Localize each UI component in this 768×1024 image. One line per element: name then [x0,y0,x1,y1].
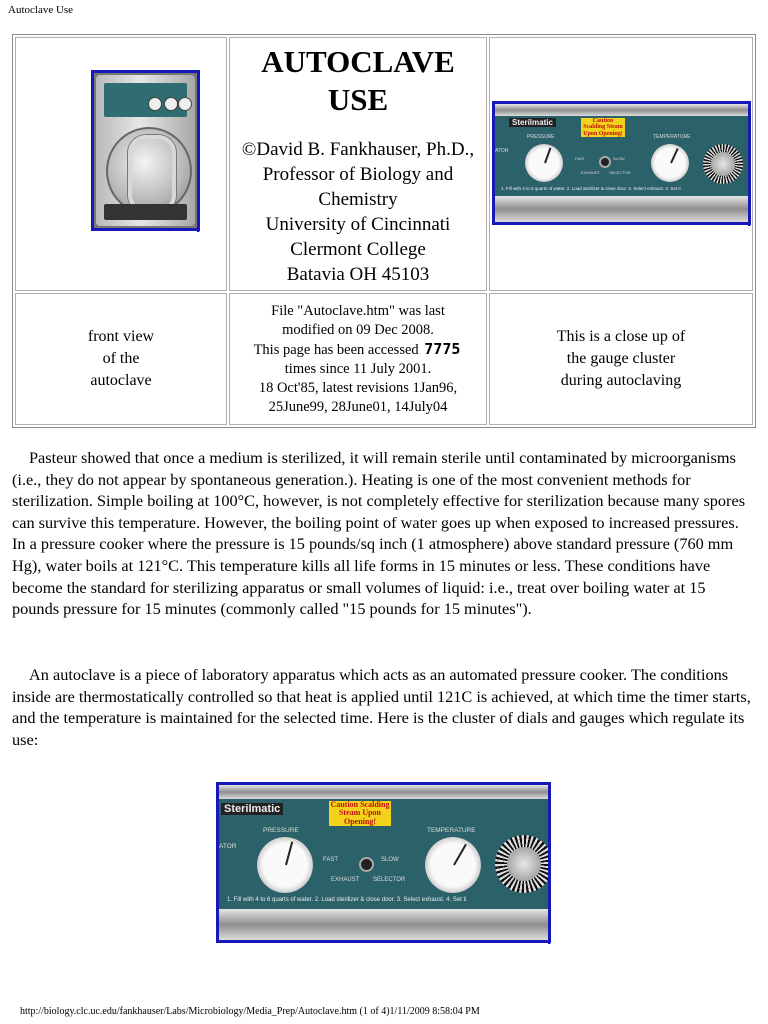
autoclave-door-handle [128,135,176,213]
caption-line: autoclave [90,372,152,389]
temperature-label: TEMPERATURE [427,827,476,834]
caution-sign: Caution Scalding Steam Upon Opening! [581,118,625,137]
timer-dial [495,835,551,893]
exhaust-label: EXHAUST [331,877,360,883]
large-gauge-image-link[interactable] [548,934,550,944]
panel-chrome-bottom [495,196,748,222]
caption-line: the gauge cluster [566,350,676,367]
autoclave-control-panel [104,83,187,117]
file-info [229,293,487,425]
temperature-needle [453,844,467,866]
panel-chrome-top [495,104,748,116]
title-cell [229,37,487,291]
slow-label: SLOW [613,156,625,161]
page-title [230,43,486,119]
slow-label: SLOW [381,857,399,863]
author-name: ©David B. Fankhauser, Ph.D., [241,139,475,160]
pressure-label: PRESSURE [263,827,299,834]
caption-line: This is a close up of [556,328,686,345]
file-info-line: 18 Oct'85, latest revisions 1Jan96, [258,379,458,396]
pressure-gauge [525,144,563,182]
file-info-line: times since 11 July 2001. [284,360,432,377]
gauge-closeup-caption [489,293,753,425]
panel-chrome-top [219,785,548,799]
timer-dial [703,144,743,184]
pressure-needle [285,842,293,866]
gauge-panel-small [495,104,748,222]
panel-instructions: 1. Fill with 4 to 6 quarts of water. 2. Load sterilizer & close door. 3. Select exhaust. 4. Set ti [501,186,681,191]
caption-line: during autoclaving [560,372,682,389]
fast-label: FAST [575,156,586,161]
selector-label: SELECTOR [609,170,631,175]
panel-instructions: 1. Fill with 4 to 6 quarts of water. 2. Load sterilizer & close door. 3. Select exhaust. 4. Set ti [227,897,467,903]
college: Clermont College [290,239,426,260]
caption-line: front view [87,328,155,345]
paragraph-pasteur: Pasteur showed that once a medium is sterilized, it will remain sterile until contaminated by microorganisms (i.e., they do not appear by spontaneous generation.). Heating is one of the most convenient methods for sterilization. Simple boiling at 100°C, however, is not completely effective for sterilization because many spores can survive this temperature. However, the boiling point of water goes up when exposed to increased pressures. In a pressure cooker where the pressure is 15 pounds/sq inch (1 atmosphere) above standard pressure (760 mm Hg), water boils at 121°C. This temperature kills all life forms in 15 minutes or less. These conditions have become the standard for sterilizing apparatus or small volumes of liquid: i.e., treat over boiling water at 15 pounds pressure for 15 minutes (commonly called "15 pounds for 15 minutes"). [12,448,746,619]
gauge-panel-large [219,785,548,940]
autoclave-knob [178,97,192,111]
selector-label: SELECTOR [373,877,406,883]
page-header-title: Autoclave Use [8,4,74,16]
autoclave-knob [148,97,162,111]
page-footer-url: http://biology.clc.uc.edu/fankhauser/Labs/Microbiology/Media_Prep/Autoclave.htm (1 of 4)1/11/2009 8:58:04 PM [20,1006,480,1017]
paragraph-autoclave: An autoclave is a piece of laboratory apparatus which acts as an automated pressure cooker. The conditions inside are thermostatically controlled so that heat is applied until 121C is achieved, at which time the timer starts, and the temperature is maintained for the selected time. Here is the cluster of dials and gauges which regulate its use: [12,665,751,749]
exhaust-label: EXHAUST [581,170,600,175]
title-line-1: AUTOCLAVE [261,44,455,79]
panel-chrome-bottom [219,909,548,940]
autoclave-base [104,204,187,220]
caution-sign: Caution Scalding Steam Upon Opening! [330,800,390,826]
file-info-line: 25June99, 28June01, 14July04 [268,398,448,415]
front-image-link[interactable] [197,222,199,232]
temperature-needle [670,148,679,163]
temperature-gauge [425,837,481,893]
city: Batavia OH 45103 [286,264,430,285]
autoclave-front-image[interactable] [91,70,200,231]
file-info-line: modified on 09 Dec 2008. [282,321,434,338]
pressure-needle [544,148,551,164]
panel-edge-label: ATOR [219,843,237,850]
exhaust-selector-switch [359,857,374,872]
autoclave-knob [164,97,178,111]
brand-badge: Sterilmatic [509,118,556,127]
file-info-line: File "Autoclave.htm" was last [271,302,445,319]
panel-edge-label: ATOR [495,148,509,154]
gauge-image-link[interactable] [748,216,750,226]
timer-dial-knob [507,847,541,881]
timer-dial-knob [711,152,735,176]
gauge-closeup-image-large[interactable] [216,782,551,943]
access-counter-line [230,340,486,360]
title-line-2: USE [327,82,389,117]
temperature-gauge [651,144,689,182]
front-view-caption [15,293,227,425]
author-info [230,137,486,287]
fast-label: FAST [323,857,339,863]
author-role-2: Chemistry [318,189,398,210]
autoclave-body [96,75,195,226]
pressure-label: PRESSURE [527,134,555,140]
pressure-gauge [257,837,313,893]
temperature-label: TEMPERATURE [653,134,691,140]
access-counter: 7775 [424,339,461,358]
caption-line: of the [102,350,140,367]
author-role-1: Professor of Biology and [262,164,454,185]
gauge-closeup-image-small[interactable] [492,101,751,225]
access-counter-prefix: This page has been accessed [253,341,419,358]
university: University of Cincinnati [265,214,451,235]
brand-badge: Sterilmatic [221,803,283,815]
exhaust-selector-switch [599,156,611,168]
